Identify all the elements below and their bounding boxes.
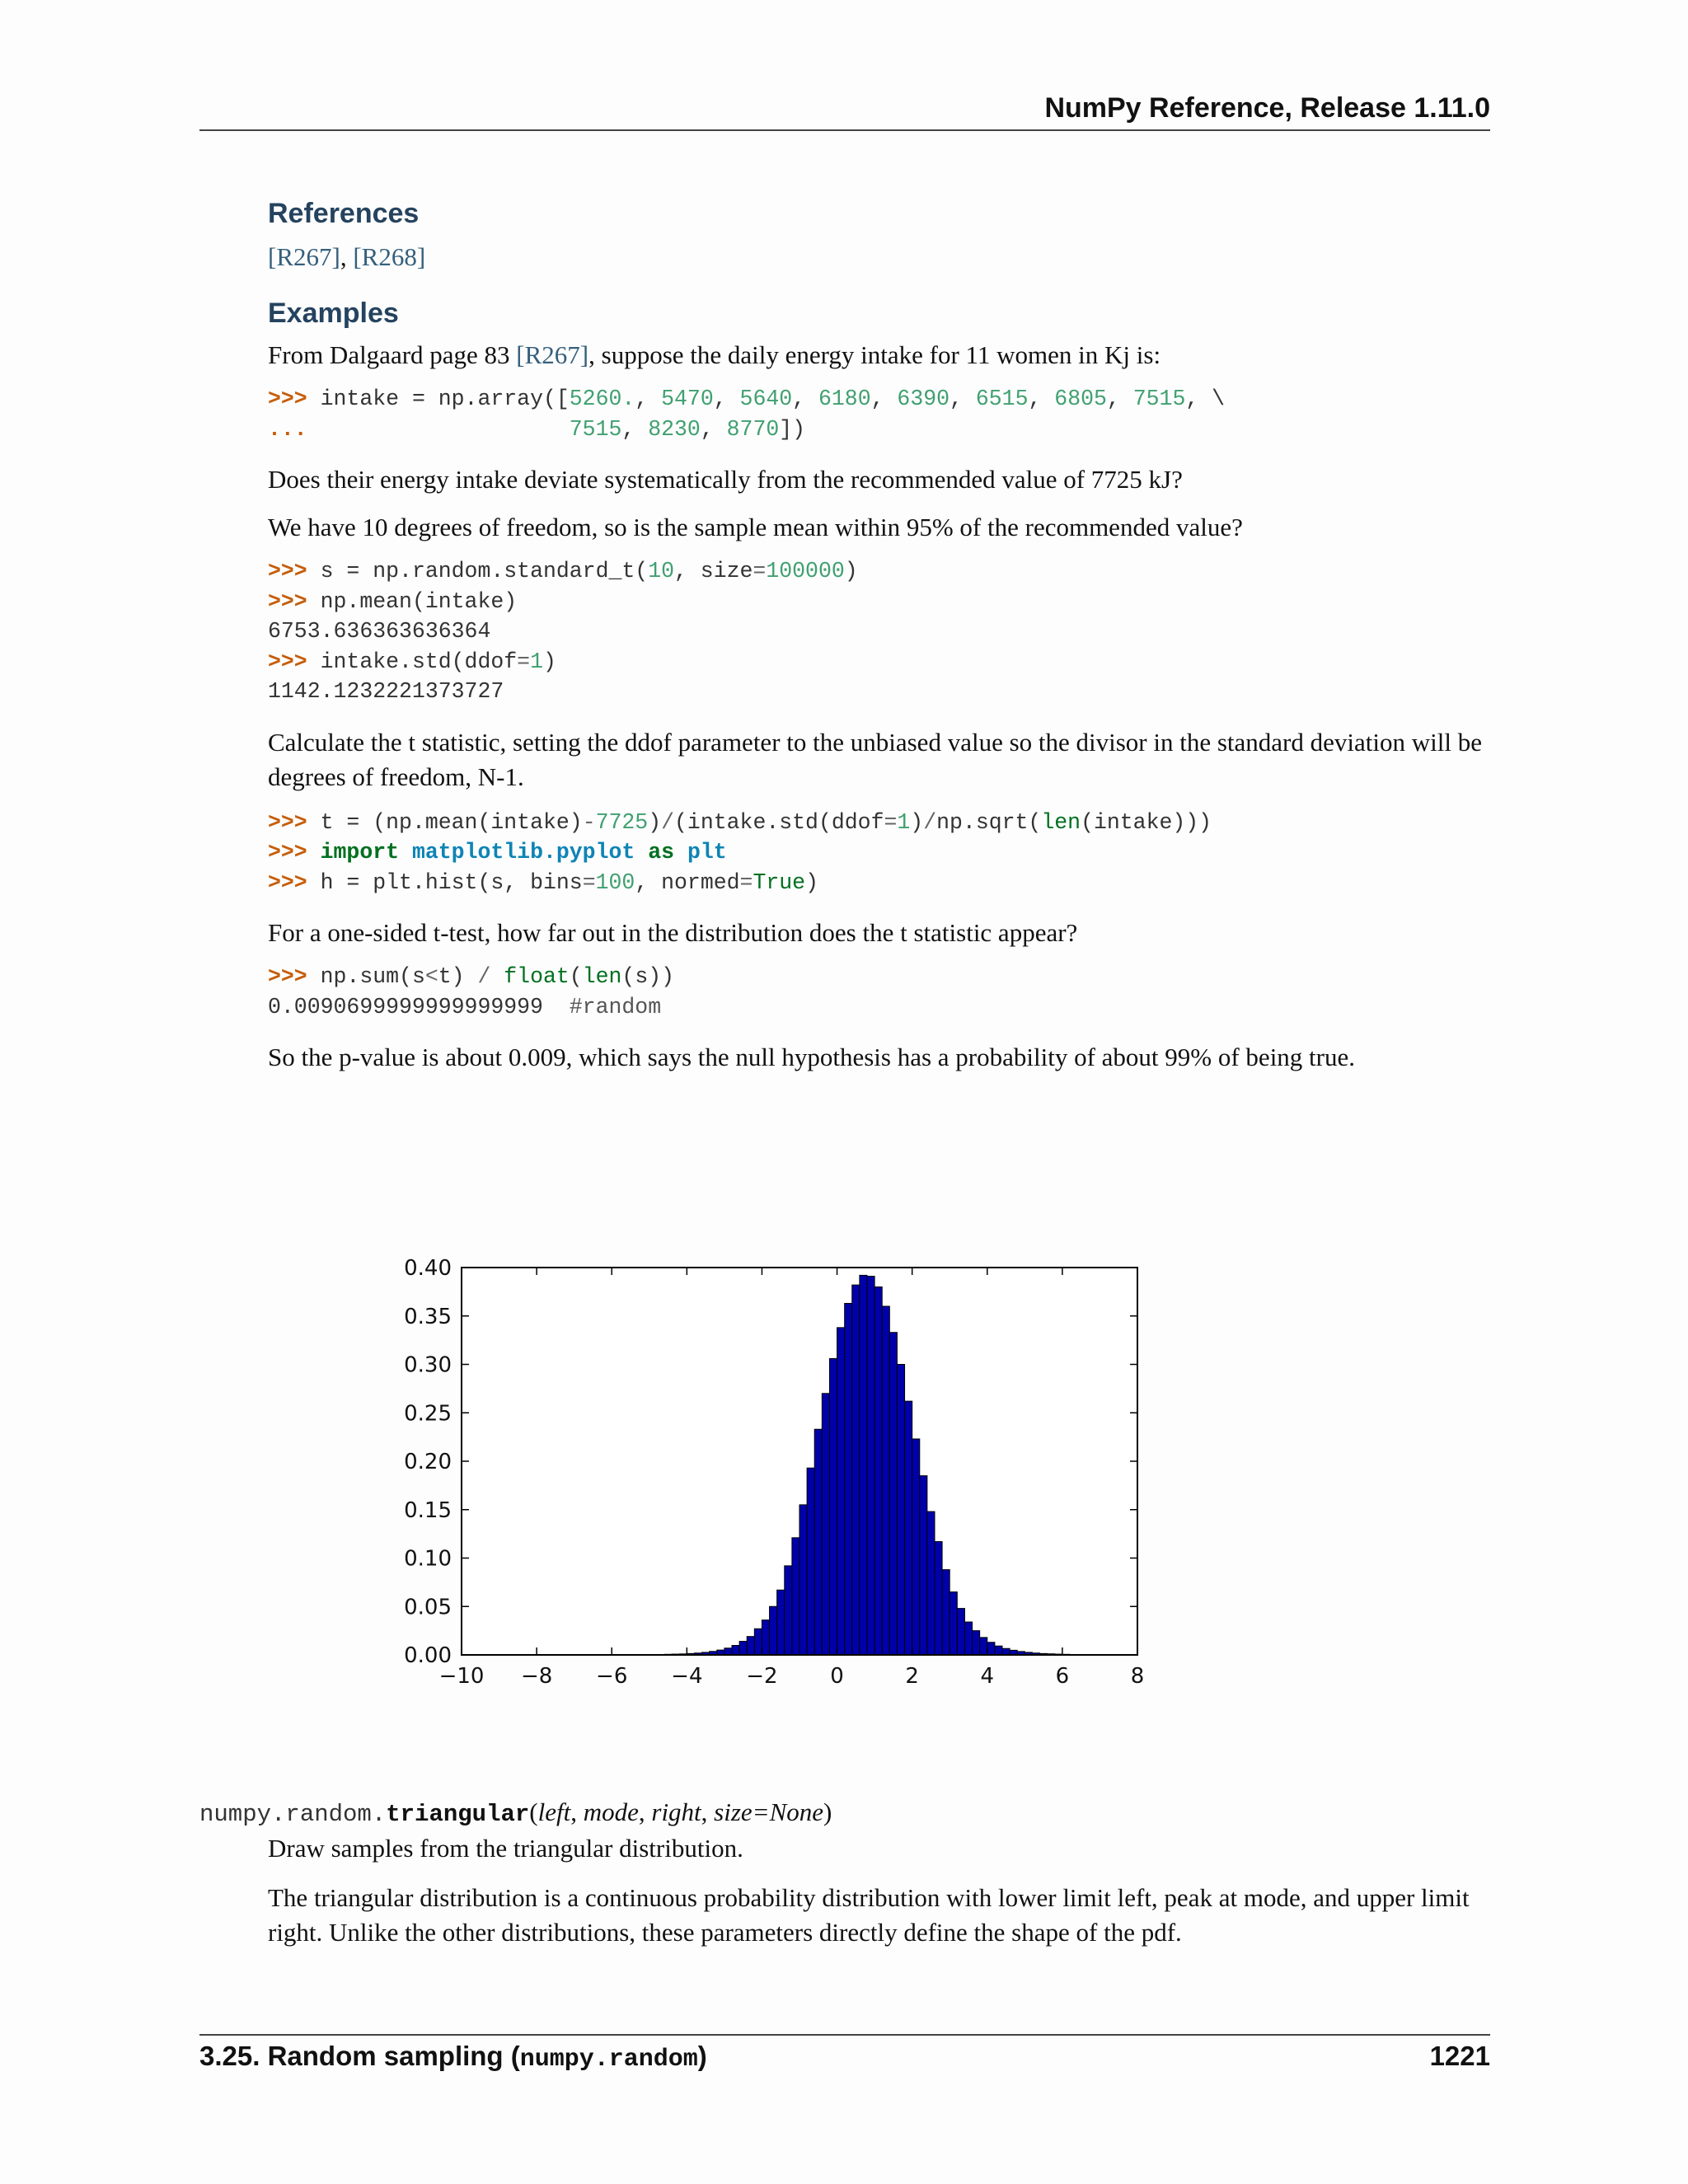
intake-value: 5260. bbox=[569, 387, 635, 411]
intake-value: 6390 bbox=[897, 387, 950, 411]
code-separator: , bbox=[1106, 387, 1133, 411]
histogram-bar bbox=[807, 1468, 814, 1655]
code-operator: = bbox=[884, 809, 898, 835]
histogram-bar bbox=[867, 1277, 874, 1655]
x-tick-label: 4 bbox=[980, 1664, 995, 1689]
function-description bbox=[268, 1831, 1490, 1950]
code-text: np.mean(intake) bbox=[307, 588, 518, 614]
code-comment: #random bbox=[569, 994, 662, 1019]
code-block-stats bbox=[268, 556, 1490, 707]
x-tick-label: 6 bbox=[1055, 1664, 1070, 1689]
x-tick-label: −10 bbox=[438, 1664, 485, 1689]
intake-values-line2 bbox=[570, 417, 780, 442]
histogram-bar bbox=[912, 1439, 920, 1655]
code-number: 7725 bbox=[595, 809, 649, 835]
code-separator: , bbox=[792, 387, 818, 411]
histogram-figure bbox=[379, 1244, 1162, 1706]
code-text: h = plt.hist(s, bins bbox=[307, 869, 583, 895]
y-tick-label: 0.30 bbox=[404, 1352, 452, 1378]
ref-r267-link[interactable]: [R267] bbox=[268, 242, 340, 271]
code-module: matplotlib.pyplot bbox=[411, 840, 635, 865]
histogram-bar bbox=[822, 1394, 829, 1655]
histogram-bar bbox=[837, 1328, 845, 1655]
footer-section-text: 3.25. Random sampling ( bbox=[199, 2041, 520, 2071]
histogram-bar bbox=[882, 1306, 889, 1655]
signature-comma: , bbox=[701, 1797, 715, 1826]
code-text: s = np.random.standard_t( bbox=[307, 559, 649, 583]
x-tick-label: −8 bbox=[520, 1664, 553, 1689]
code-prompt: >>> bbox=[268, 387, 307, 411]
code-builtin: len bbox=[582, 964, 622, 989]
footer-section bbox=[199, 2041, 707, 2074]
code-indent bbox=[307, 417, 570, 442]
code-operator: - bbox=[582, 809, 596, 835]
histogram-bar bbox=[987, 1643, 995, 1655]
histogram-bar bbox=[995, 1646, 1002, 1655]
examples-intro bbox=[268, 338, 1490, 373]
code-builtin: True bbox=[753, 869, 806, 895]
code-builtin: float bbox=[504, 964, 570, 989]
code-text bbox=[490, 964, 504, 989]
paragraph-question: Does their energy intake deviate systematically from the recommended value of 7725 kJ? bbox=[268, 465, 1183, 494]
code-output: 1142.1232221373727 bbox=[268, 679, 504, 704]
main-content bbox=[268, 198, 1490, 1075]
code-text: (s)) bbox=[621, 964, 675, 989]
code-output: 0.0090699999999999999 bbox=[268, 994, 543, 1019]
x-tick-label: −6 bbox=[596, 1664, 628, 1689]
code-text: (intake.std(ddof bbox=[674, 809, 884, 835]
histogram-bar bbox=[905, 1401, 912, 1655]
histogram-bar bbox=[845, 1303, 852, 1655]
code-text: np.sqrt( bbox=[936, 809, 1042, 835]
histogram-bar bbox=[1002, 1648, 1010, 1655]
histogram-bar bbox=[973, 1631, 980, 1655]
histogram-bar bbox=[754, 1629, 762, 1655]
code-text: ( bbox=[569, 964, 583, 989]
histogram-bar bbox=[860, 1275, 867, 1655]
code-number: 1 bbox=[530, 649, 543, 674]
histogram-chart bbox=[379, 1244, 1162, 1706]
histogram-bar bbox=[770, 1606, 777, 1655]
intake-value: 7515 bbox=[1132, 387, 1186, 411]
code-separator: , bbox=[950, 387, 976, 411]
references-heading: References bbox=[268, 198, 420, 229]
code-number: 100000 bbox=[766, 559, 845, 583]
intake-value: 8770 bbox=[726, 416, 780, 442]
y-tick-label: 0.15 bbox=[404, 1497, 452, 1523]
signature-name: triangular bbox=[386, 1801, 530, 1828]
histogram-bar bbox=[874, 1287, 882, 1656]
code-number: 1 bbox=[897, 809, 911, 835]
code-separator: , bbox=[621, 416, 649, 442]
code-operator: = bbox=[517, 649, 531, 674]
code-text: ) bbox=[542, 649, 556, 674]
histogram-bar bbox=[889, 1333, 897, 1655]
code-operator: = bbox=[753, 559, 767, 583]
code-number: 100 bbox=[595, 869, 635, 895]
histogram-bar bbox=[747, 1637, 754, 1655]
function-detail: The triangular distribution is a continuous probability distribution with lower limit left, peak at mode, and upper limit right. Unlike the other distributions, these parameters directly define the shape of the pdf. bbox=[268, 1883, 1470, 1947]
code-prompt: >>> bbox=[268, 840, 307, 865]
code-block-ttest bbox=[268, 808, 1490, 898]
histogram-bar bbox=[920, 1476, 927, 1655]
histogram-bar bbox=[724, 1648, 732, 1655]
code-text: t) bbox=[438, 964, 478, 989]
intro-ref-link[interactable]: [R267] bbox=[516, 340, 589, 369]
running-footer bbox=[199, 2034, 1490, 2074]
code-keyword: import bbox=[320, 840, 400, 865]
code-separator: , bbox=[713, 387, 740, 411]
code-block-intake bbox=[268, 384, 1490, 444]
code-separator: , bbox=[1028, 387, 1055, 411]
code-text: ) bbox=[844, 559, 858, 583]
code-operator: = bbox=[739, 869, 753, 895]
intake-value: 5640 bbox=[739, 387, 793, 411]
signature-paren-close: ) bbox=[823, 1797, 832, 1826]
code-number: 10 bbox=[648, 559, 674, 583]
intake-value: 8230 bbox=[648, 416, 701, 442]
x-tick-label: −2 bbox=[746, 1664, 778, 1689]
histogram-bar bbox=[935, 1542, 942, 1655]
histogram-bar bbox=[980, 1638, 987, 1655]
paragraph-onesided: For a one-sided t-test, how far out in the distribution does the t statistic appear? bbox=[268, 918, 1078, 947]
paragraph-tstat: Calculate the t statistic, setting the ddof parameter to the unbiased value so the divisor in the standard deviation will be degrees of freedom, N-1. bbox=[268, 727, 1482, 791]
code-text: intake.std(ddof bbox=[307, 649, 518, 674]
paragraph-dof: We have 10 degrees of freedom, so is the sample mean within 95% of the recommended value? bbox=[268, 513, 1243, 541]
code-prompt: >>> bbox=[268, 559, 307, 583]
code-text: ]) bbox=[779, 416, 806, 442]
x-tick-label: 0 bbox=[830, 1664, 844, 1689]
histogram-bar bbox=[785, 1566, 792, 1655]
signature-param-right: right bbox=[651, 1797, 701, 1826]
code-text: t = (np.mean(intake) bbox=[307, 809, 583, 835]
code-output: 6753.636363636364 bbox=[268, 619, 491, 644]
intro-text-b: , suppose the daily energy intake for 11 women in Kj is: bbox=[588, 340, 1161, 369]
paragraph-pvalue: So the p-value is about 0.009, which says the null hypothesis has a probability of about 99% of being true. bbox=[268, 1043, 1355, 1071]
code-prompt: >>> bbox=[268, 649, 307, 674]
signature-param-size: size=None bbox=[714, 1797, 824, 1826]
code-text: , size bbox=[674, 559, 753, 583]
intake-value: 6180 bbox=[818, 387, 871, 411]
signature-comma: , bbox=[638, 1797, 652, 1826]
signature-module: numpy.random. bbox=[199, 1801, 387, 1828]
y-tick-label: 0.20 bbox=[404, 1450, 452, 1474]
histogram-bar bbox=[799, 1505, 807, 1655]
histogram-bar bbox=[814, 1429, 822, 1655]
code-operator: = bbox=[582, 869, 596, 895]
histogram-bar bbox=[942, 1570, 950, 1655]
histogram-bar bbox=[732, 1645, 739, 1655]
y-tick-label: 0.00 bbox=[404, 1643, 452, 1668]
code-text: intake = np.array([ bbox=[307, 387, 570, 411]
histogram-bar bbox=[950, 1592, 957, 1655]
page-number: 1221 bbox=[1429, 2041, 1490, 2071]
histogram-bar bbox=[739, 1642, 747, 1655]
y-tick-label: 0.35 bbox=[404, 1304, 452, 1329]
histogram-bar bbox=[964, 1622, 972, 1655]
ref-r268-link[interactable]: [R268] bbox=[353, 242, 426, 271]
x-tick-label: 2 bbox=[905, 1664, 919, 1689]
code-block-pvalue bbox=[268, 962, 1490, 1022]
histogram-bar bbox=[777, 1590, 785, 1655]
intake-value: 6805 bbox=[1054, 387, 1107, 411]
histogram-bar bbox=[792, 1538, 799, 1655]
footer-section-close: ) bbox=[697, 2041, 707, 2071]
code-continuation: ... bbox=[268, 416, 307, 442]
histogram-bar bbox=[897, 1365, 904, 1656]
code-text: ) bbox=[648, 809, 662, 835]
x-tick-label: −4 bbox=[671, 1664, 703, 1689]
ref-separator: , bbox=[340, 242, 354, 271]
y-tick-label: 0.05 bbox=[404, 1595, 452, 1620]
code-module: plt bbox=[687, 840, 727, 865]
intro-text-a: From Dalgaard page 83 bbox=[268, 340, 517, 369]
code-prompt: >>> bbox=[268, 588, 307, 614]
histogram-bar bbox=[927, 1511, 935, 1655]
x-tick-label: 8 bbox=[1130, 1664, 1145, 1689]
intake-values-line1 bbox=[570, 387, 1186, 411]
function-signature bbox=[199, 1795, 1490, 1832]
code-text: np.sum(s bbox=[307, 964, 425, 989]
code-operator: / bbox=[477, 964, 491, 989]
signature-param-left: left bbox=[537, 1797, 571, 1826]
histogram-bar bbox=[762, 1620, 769, 1655]
intake-value: 5470 bbox=[661, 387, 714, 411]
footer-section-module: numpy.random bbox=[519, 2046, 698, 2074]
code-operator: / bbox=[923, 809, 937, 835]
code-text: , \ bbox=[1185, 387, 1226, 411]
header-title: NumPy Reference, Release 1.11.0 bbox=[1044, 92, 1490, 124]
running-header bbox=[199, 92, 1490, 131]
histogram-bar bbox=[957, 1609, 964, 1655]
signature-param-mode: mode bbox=[583, 1797, 639, 1826]
histogram-bar bbox=[852, 1285, 860, 1655]
histogram-bar bbox=[829, 1358, 837, 1655]
code-builtin: len bbox=[1041, 809, 1081, 835]
code-prompt: >>> bbox=[268, 809, 307, 835]
code-separator: , bbox=[700, 416, 727, 442]
signature-comma: , bbox=[570, 1797, 584, 1826]
code-text: ) bbox=[805, 869, 818, 895]
intake-value: 6515 bbox=[975, 387, 1029, 411]
examples-heading: Examples bbox=[268, 298, 399, 329]
code-separator: , bbox=[870, 387, 898, 411]
y-tick-label: 0.40 bbox=[404, 1256, 452, 1281]
code-text: , normed bbox=[635, 869, 740, 895]
function-summary: Draw samples from the triangular distribution. bbox=[268, 1834, 743, 1863]
code-separator: , bbox=[635, 387, 662, 411]
y-tick-label: 0.25 bbox=[404, 1401, 452, 1427]
code-text: ) bbox=[910, 809, 924, 835]
y-tick-label: 0.10 bbox=[404, 1546, 452, 1572]
intake-value: 7515 bbox=[569, 416, 622, 442]
code-text: (intake))) bbox=[1081, 809, 1212, 835]
code-operator: < bbox=[424, 964, 438, 989]
code-prompt: >>> bbox=[268, 964, 307, 989]
code-prompt: >>> bbox=[268, 869, 307, 895]
code-keyword: as bbox=[648, 840, 675, 865]
signature-paren-open: ( bbox=[529, 1797, 538, 1826]
code-operator: / bbox=[661, 809, 675, 835]
references-list bbox=[268, 240, 1490, 274]
